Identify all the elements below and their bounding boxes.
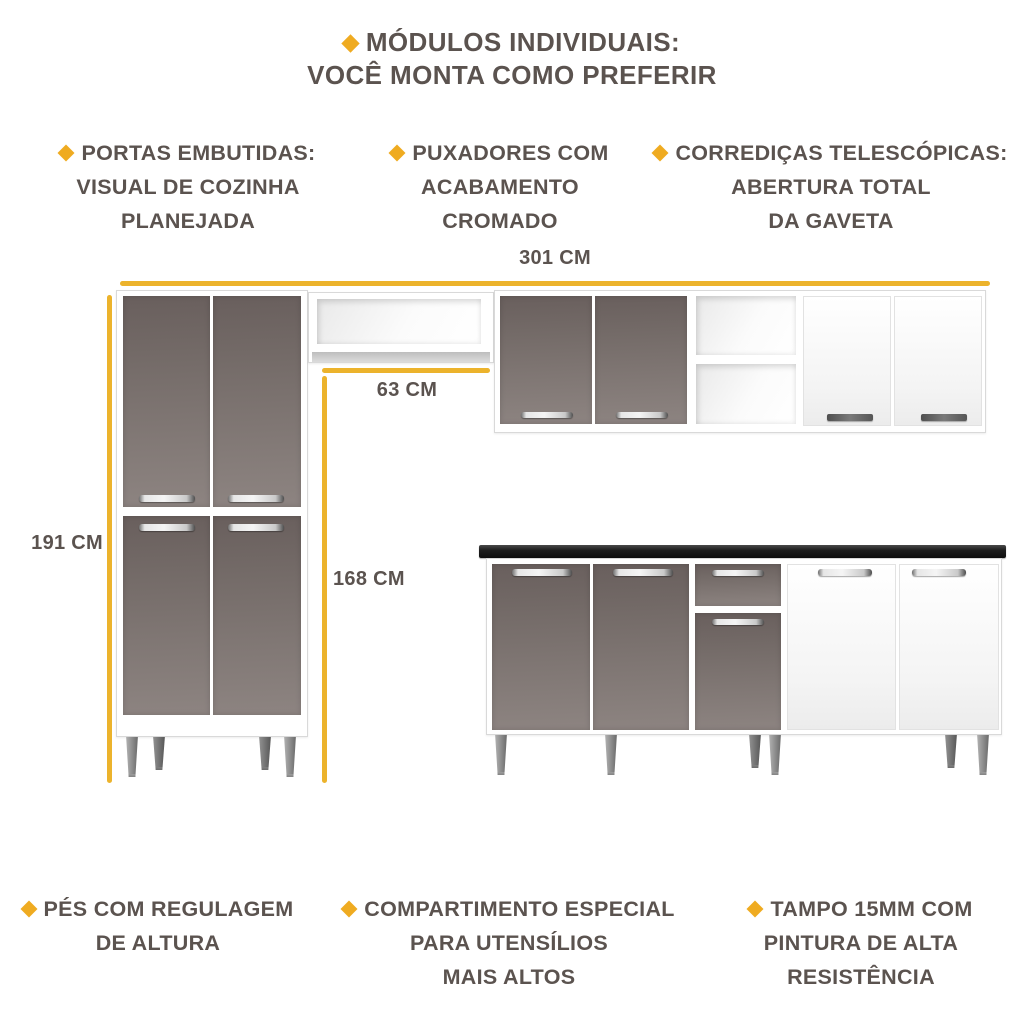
leg-foot [491,772,511,779]
diamond-bullet-icon [652,145,669,162]
leg-foot [280,774,300,781]
tall-cabinet-door-bottom-left [123,516,210,715]
cabinet-leg [976,735,990,775]
handle-icon [712,619,764,625]
dimension-left-height: 191 CM [31,532,103,554]
diamond-bullet-icon [389,145,406,162]
leg-foot [973,772,993,779]
feature-line [638,136,1024,170]
feature-text: CORREDIÇAS TELESCÓPICAS: [675,141,1008,165]
feature-line [320,892,698,926]
page-title-line1 [0,26,1024,59]
base-cabinet-white-door-right [899,564,999,730]
wall-cabinet-dark-door-right [595,296,687,424]
cabinet-leg [258,737,272,770]
feature-portas-embutidas [28,136,348,238]
feature-line: ABERTURA TOTAL [731,175,931,199]
handle-icon [827,414,873,421]
feature-text: COMPARTIMENTO ESPECIAL [364,897,675,921]
feature-compartimento [320,892,698,994]
base-cabinet-drawer-door [695,613,781,730]
feature-text: PORTAS EMBUTIDAS: [81,141,316,165]
page-title [0,26,1024,92]
page-title-line2: VOCÊ MONTA COMO PREFERIR [307,60,717,90]
wall-cabinet-white-door-left [803,296,891,426]
dimension-line-corner-width [322,368,490,373]
cabinet-leg [944,735,958,768]
feature-line: PARA UTENSÍLIOS [409,931,608,955]
dimension-inner-height: 168 CM [333,568,405,590]
wall-cabinet-dark-door-left [500,296,592,424]
feature-line: RESISTÊNCIA [787,965,935,989]
wall-cabinet-white-door-right [894,296,982,426]
feature-line [28,136,348,170]
handle-icon [228,495,284,502]
handle-icon [818,569,872,576]
handle-icon [139,495,195,502]
handle-icon [921,414,967,421]
cabinet-leg [494,735,508,775]
leg-foot [941,765,961,772]
base-cabinet-dark-door-right [593,564,689,730]
feature-line: PINTURA DE ALTA [763,931,959,955]
diamond-bullet-icon [341,34,359,52]
feature-line [702,892,1020,926]
feature-tampo [702,892,1020,994]
feature-line: PLANEJADA [120,209,256,233]
cabinet-leg [748,735,762,768]
wall-cabinet-cubby-bottom [696,364,796,424]
handle-icon [613,569,673,576]
feature-line: MAIS ALTOS [442,965,576,989]
dimension-line-total-width [120,281,990,286]
dimension-line-left-height [107,295,112,783]
leg-foot [149,767,169,774]
wall-cabinet-cubby-top [696,296,796,355]
cabinet-leg [152,737,166,770]
diamond-bullet-icon [747,901,764,918]
handle-icon [521,412,573,418]
tall-cabinet-door-top-right [213,296,301,507]
feature-line: DE ALTURA [95,931,221,955]
feature-pes-regulagem [2,892,314,960]
feature-corredicas [638,136,1024,238]
feature-line [358,136,642,170]
handle-icon [139,524,195,531]
base-cabinet-countertop [479,545,1006,558]
handle-icon [712,570,764,576]
cabinet-leg [283,737,297,777]
tall-cabinet-door-bottom-right [213,516,301,715]
feature-line [2,892,314,926]
feature-puxadores [358,136,642,238]
corner-shelf-niche [317,299,481,344]
leg-foot [745,765,765,772]
feature-text: TAMPO 15MM COM [770,897,973,921]
dimension-line-inner-height [322,376,327,783]
leg-foot [255,767,275,774]
cabinet-leg [125,737,139,777]
base-cabinet-dark-door-left [492,564,590,730]
page-title-text1: MÓDULOS INDIVIDUAIS: [365,27,681,57]
leg-foot [122,774,142,781]
handle-icon [228,524,284,531]
cabinet-leg [604,735,618,775]
dimension-corner-width: 63 CM [376,379,438,401]
cabinet-leg [768,735,782,775]
feature-line: CROMADO [442,209,558,233]
leg-foot [601,772,621,779]
dimension-total-width: 301 CM [519,247,591,269]
diamond-bullet-icon [341,901,358,918]
diamond-bullet-icon [20,901,37,918]
handle-icon [616,412,668,418]
feature-text: PÉS COM REGULAGEM [43,897,294,921]
feature-line: VISUAL DE COZINHA [76,175,300,199]
feature-text: PUXADORES COM [412,141,609,165]
tall-cabinet-door-top-left [123,296,210,507]
feature-line: ACABAMENTO [421,175,579,199]
corner-shelf-shadow [312,352,490,362]
feature-line: DA GAVETA [768,209,894,233]
base-cabinet-white-door-left [787,564,896,730]
handle-icon [512,569,572,576]
handle-icon [912,569,966,576]
diamond-bullet-icon [58,145,75,162]
leg-foot [765,772,785,779]
